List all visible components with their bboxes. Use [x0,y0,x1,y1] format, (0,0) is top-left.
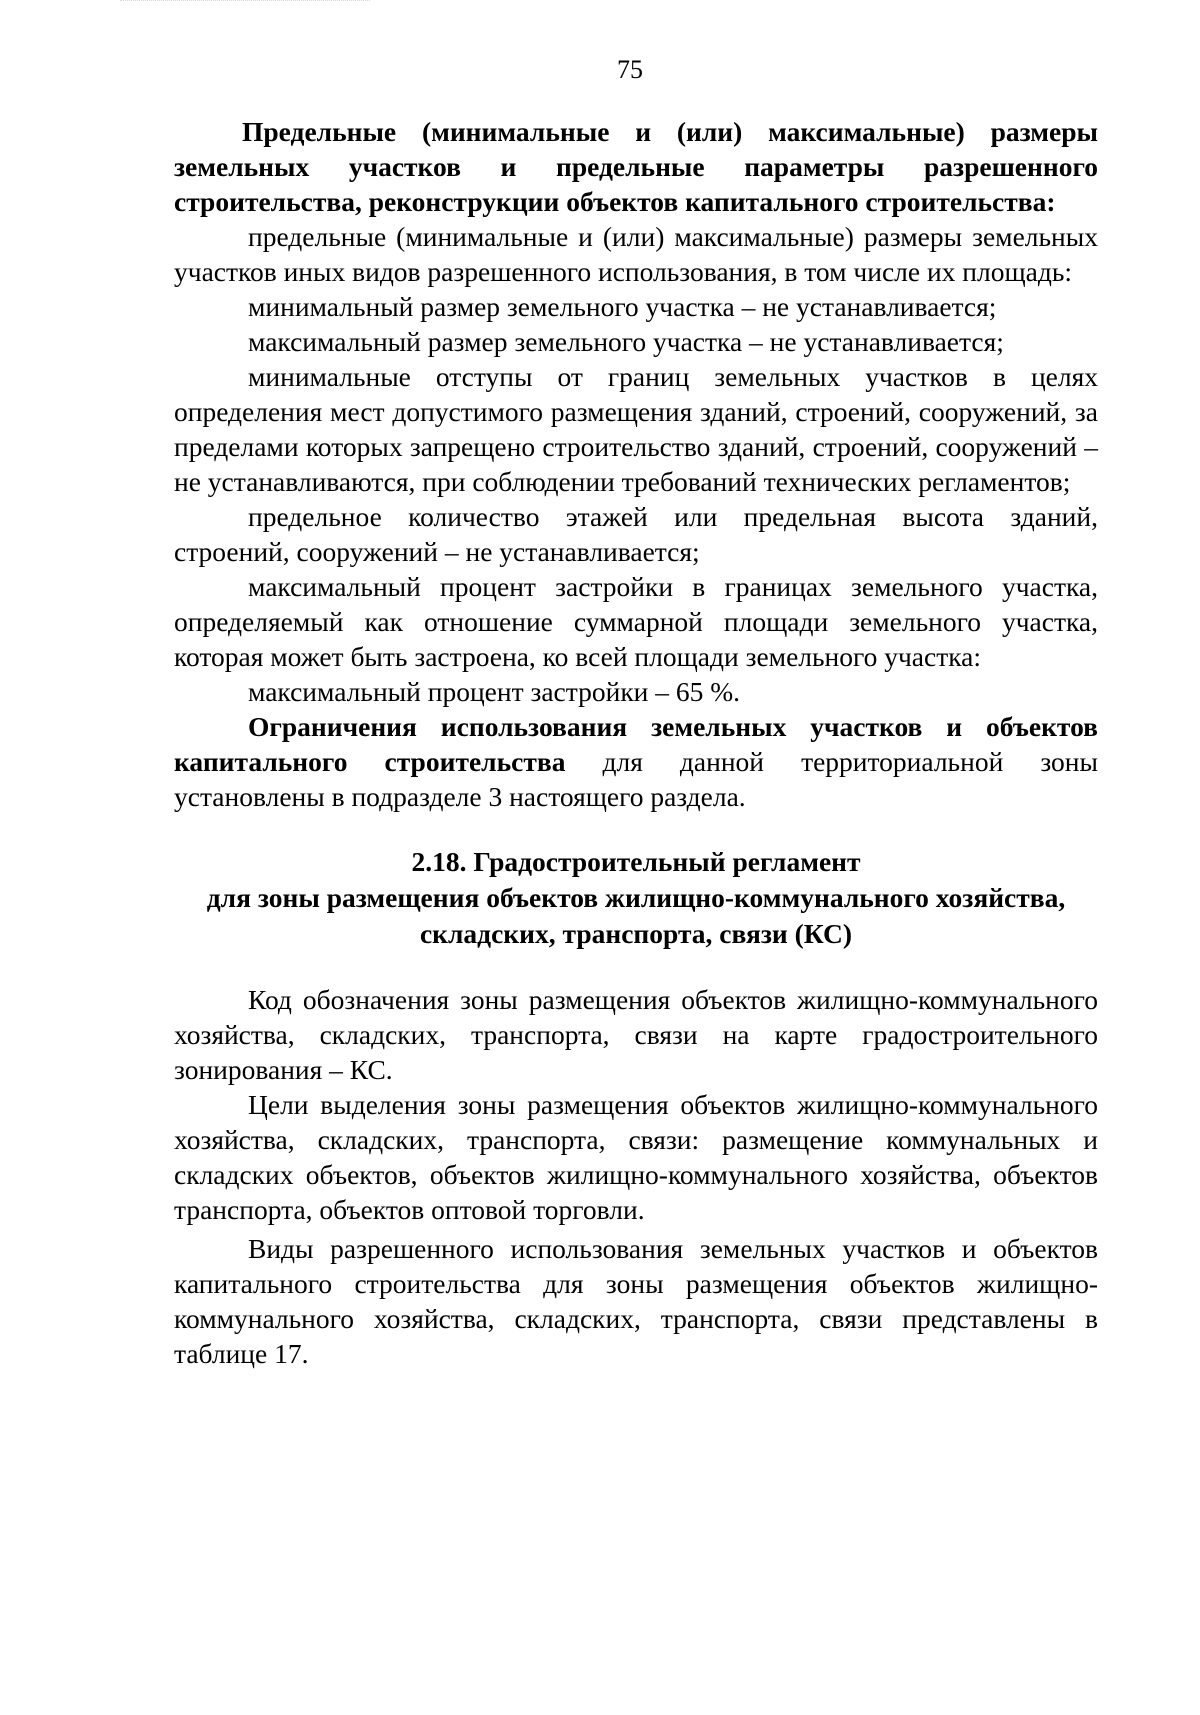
paragraph-coverage-value: максимальный процент застройки – 65 %. [248,676,741,707]
spacer [174,952,1098,982]
paragraph-restrictions [174,709,1098,814]
restrictions-text: для данной территориальной зоны установлены в подразделе 3 настоящего раздела. [174,746,1098,812]
paragraph-zone-code: Код обозначения зоны размещения объектов жилищно-коммунального хозяйства, складских, транспорта, связи на карте градостроительного зонирования – КС. [174,984,1098,1085]
section-title-line-3: складских, транспорта, связи (КС) [419,918,853,949]
page-content [174,114,1098,1371]
section-title-line-1: 2.18. Градостроительный регламент [411,846,861,877]
paragraph-min-size: минимальный размер земельного участка – не устанавливается; [248,291,997,322]
page-number: 75 [617,55,643,84]
paragraph-max-size: максимальный размер земельного участка – не устанавливается; [248,326,1004,357]
restrictions-bold-text: Ограничения использования земельных участков и объектов капитального строительства [174,711,1098,777]
paragraph-zone-goals: Цели выделения зоны размещения объектов жилищно-коммунального хозяйства, складских, транспорта, связи: размещение коммунальных и складских объектов, объектов жилищно-коммунального хозяйства, объектов транспорта, объектов оптовой торговли. [174,1089,1098,1225]
paragraph-coverage-definition: максимальный процент застройки в границах земельного участка, определяемый как отношение суммарной площади земельного участка, которая может быть застроена, ко всей площади земельного участка: [174,571,1098,672]
paragraph-floors: предельное количество этажей или предельная высота зданий, строений, сооружений – не устанавливается; [174,501,1098,567]
section-title-line-2: для зоны размещения объектов жилищно-коммунального хозяйства, [206,882,1066,913]
spacer [174,814,1098,844]
limits-heading: Предельные (минимальные и (или) максимальные) размеры земельных участков и предельные параметры разрешенного строительства, реконструкции объектов капитального строительства: [174,116,1098,217]
paragraph-setbacks: минимальные отступы от границ земельных участков в целях определения мест допустимого размещения зданий, строений, сооружений, за пределами которых запрещено строительство зданий, строений, сооружений – не устанавливаются, при соблюдении требований технических регламентов; [174,361,1098,497]
paragraph-permitted-uses: Виды разрешенного использования земельных участков и объектов капитального строительства для зоны размещения объектов жилищно-коммунального хозяйства, складских, транспорта, связи представлены в таблице 17. [174,1233,1098,1369]
paragraph-plot-sizes: предельные (минимальные и (или) максимальные) размеры земельных участков иных видов разрешенного использования, в том числе их площадь: [174,221,1098,287]
scan-artifact [120,0,370,4]
